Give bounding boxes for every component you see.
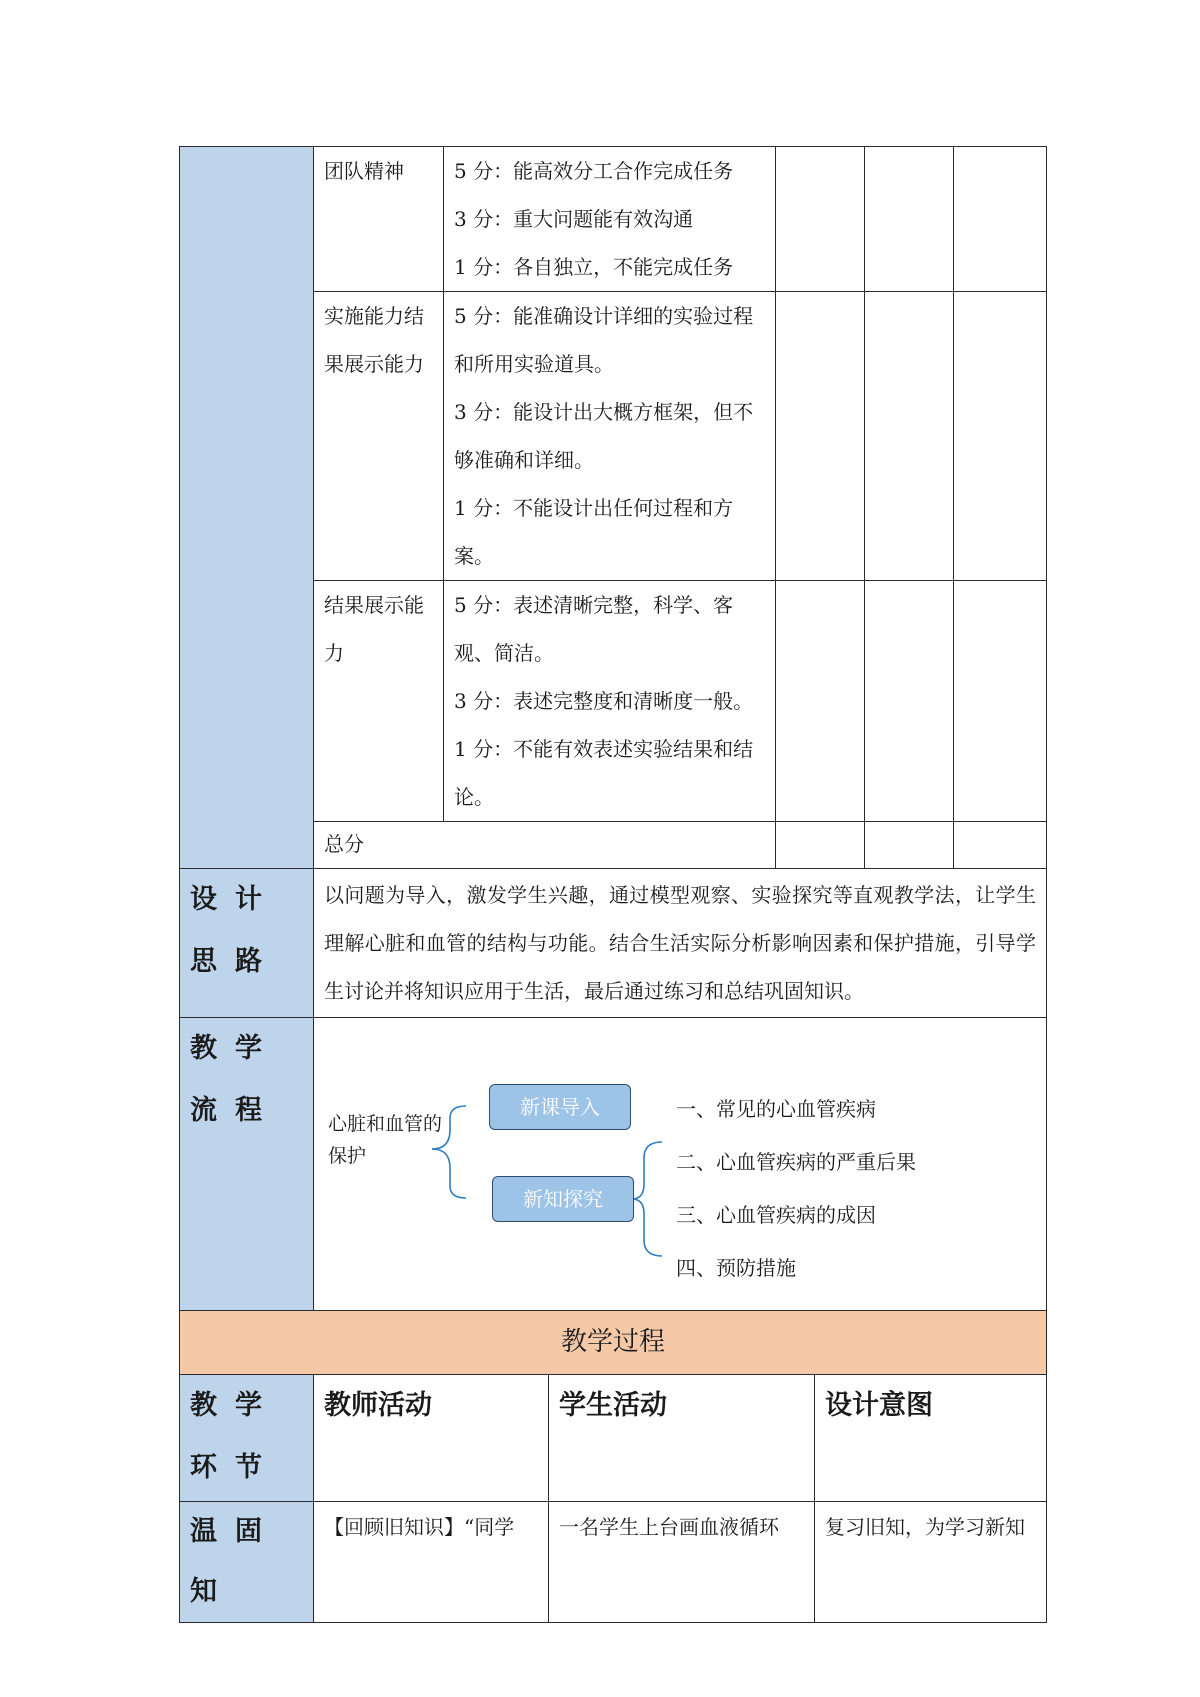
score-cell[interactable] — [865, 147, 954, 292]
criteria-desc-cell — [444, 292, 776, 581]
flow-label: 教学流程 — [190, 1033, 280, 1126]
criteria-desc-cell — [444, 147, 776, 292]
flow-label-cell — [180, 1018, 314, 1311]
design-intent: 复习旧知，为学习新知 — [825, 1514, 1025, 1539]
criteria-desc-cell — [444, 581, 776, 822]
flow-branch: 四、预防措施 — [676, 1256, 796, 1280]
student-activity: 一名学生上台画血液循环 — [559, 1514, 779, 1539]
score-cell[interactable] — [865, 581, 954, 822]
lesson-plan-page — [179, 146, 1046, 1623]
score-cell[interactable] — [776, 147, 865, 292]
design-label: 设计思路 — [190, 884, 280, 977]
score-cell[interactable] — [865, 292, 954, 581]
criteria-line: 1 分：不能有效表述实验结果和结论。 — [454, 737, 754, 809]
total-score-cell[interactable] — [865, 822, 954, 869]
score-cell[interactable] — [776, 581, 865, 822]
criteria-line: 5 分：表述清晰完整，科学、客观、简洁。 — [454, 593, 734, 665]
process-header-row — [180, 1374, 1047, 1501]
flow-row — [180, 1018, 1047, 1311]
criteria-name-cell — [314, 147, 444, 292]
criteria-line: 5 分：能准确设计详细的实验过程和所用实验道具。 — [454, 304, 754, 376]
criteria-name: 结果展示能力 — [324, 593, 424, 665]
header-student: 学生活动 — [559, 1389, 667, 1421]
process-table — [179, 1374, 1047, 1623]
process-row — [180, 1501, 1047, 1622]
criteria-line: 5 分：能高效分工合作完成任务 — [454, 159, 734, 183]
criteria-line: 3 分：表述完整度和清晰度一般。 — [454, 689, 754, 713]
process-teacher-cell — [314, 1501, 549, 1622]
flow-diagram — [314, 1018, 1046, 1310]
flow-node-intro: 新课导入 — [489, 1084, 631, 1130]
flow-diagram-cell — [314, 1018, 1047, 1311]
score-cell[interactable] — [954, 292, 1047, 581]
criteria-name-cell — [314, 581, 444, 822]
flow-node-explore: 新知探究 — [492, 1176, 634, 1222]
score-cell[interactable] — [776, 292, 865, 581]
process-header-teacher — [314, 1374, 549, 1501]
total-score-cell[interactable] — [776, 822, 865, 869]
process-title: 教学过程 — [560, 1327, 665, 1357]
process-header-student — [549, 1374, 815, 1501]
total-label-cell — [314, 822, 776, 869]
process-header-intent — [815, 1374, 1047, 1501]
criteria-line: 3 分：重大问题能有效沟通 — [454, 207, 694, 231]
flow-root: 心脏和血管的保护 — [328, 1113, 443, 1167]
total-score-cell[interactable] — [954, 822, 1047, 869]
left-label-cell — [180, 147, 314, 869]
score-cell[interactable] — [954, 147, 1047, 292]
criteria-name: 实施能力结果展示能力 — [324, 304, 424, 376]
stage-name: 温固知 — [190, 1515, 280, 1607]
criteria-row-teamwork — [180, 147, 1047, 292]
teacher-activity: 【回顾旧知识】“同学 — [324, 1514, 515, 1539]
criteria-line: 1 分：不能设计出任何过程和方案。 — [454, 496, 734, 568]
process-title-row — [180, 1311, 1047, 1375]
process-student-cell — [549, 1501, 815, 1622]
process-intent-cell — [815, 1501, 1047, 1622]
header-intent: 设计意图 — [825, 1389, 933, 1421]
header-teacher: 教师活动 — [324, 1389, 432, 1421]
design-label-cell — [180, 869, 314, 1018]
process-stage-cell — [180, 1501, 314, 1622]
criteria-line: 3 分：能设计出大概方框架，但不够准确和详细。 — [454, 400, 754, 472]
total-label: 总分 — [324, 832, 364, 856]
flow-branch: 一、常见的心血管疾病 — [676, 1097, 876, 1121]
design-row — [180, 869, 1047, 1018]
flow-branch: 三、心血管疾病的成因 — [676, 1203, 876, 1227]
criteria-line: 1 分：各自独立，不能完成任务 — [454, 255, 734, 279]
score-cell[interactable] — [954, 581, 1047, 822]
flow-branch: 二、心血管疾病的严重后果 — [676, 1150, 916, 1174]
process-header-stage — [180, 1374, 314, 1501]
design-text: 以问题为导入，激发学生兴趣，通过模型观察、实验探究等直观教学法，让学生理解心脏和血管的结构与功能。结合生活实际分析影响因素和保护措施，引导学生讨论并将知识应用于生活，最后通过练习和总结巩固知识。 — [324, 883, 1036, 1003]
criteria-name-cell — [314, 292, 444, 581]
process-title-cell — [180, 1311, 1047, 1375]
lesson-plan-table — [179, 146, 1047, 1375]
criteria-name: 团队精神 — [324, 159, 404, 183]
header-stage: 教学环节 — [190, 1389, 280, 1483]
design-text-cell — [314, 869, 1047, 1018]
